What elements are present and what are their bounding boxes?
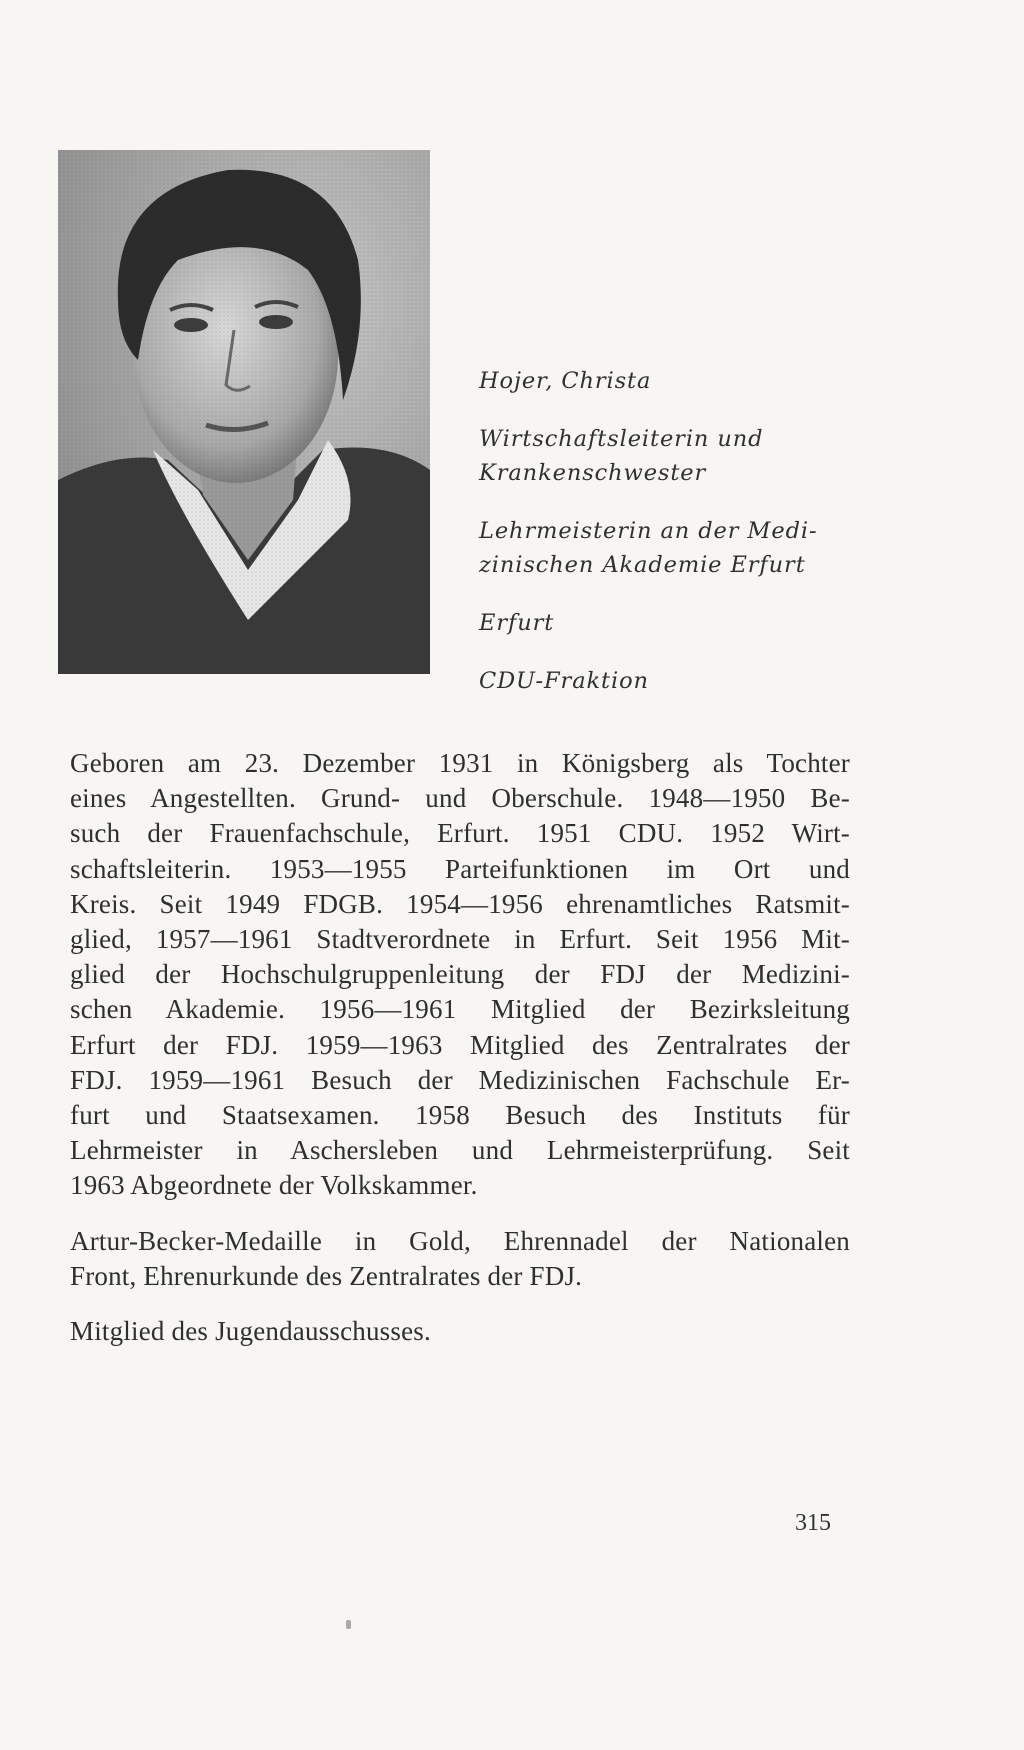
- bio-line: Geboren am 23. Dezember 1931 in Königsberg als Tochter: [70, 748, 850, 778]
- biography-caption: [479, 364, 919, 698]
- profession-line-2: Krankenschwester: [479, 460, 707, 486]
- bio-line: Mitglied des Jugendausschusses.: [70, 1316, 431, 1347]
- biography-paragraph-2: [70, 1224, 850, 1294]
- bio-line: FDJ. 1959—1961 Besuch der Medizinischen Fachschule Er-: [70, 1064, 850, 1095]
- bio-line: Artur-Becker-Medaille in Gold, Ehrennadel der Nationalen: [70, 1225, 850, 1256]
- faction: CDU-Fraktion: [479, 668, 649, 694]
- biography-paragraph-3: [70, 1314, 850, 1349]
- page-number: 315: [795, 1510, 831, 1536]
- biography-text: [70, 746, 850, 1349]
- bio-line: glied der Hochschulgruppenleitung der FDJ der Medizini-: [70, 959, 850, 990]
- bio-line: Lehrmeister in Aschersleben und Lehrmeisterprüfung. Seit: [70, 1135, 850, 1166]
- position-line-2: zinischen Akademie Erfurt: [479, 552, 806, 578]
- person-name: Hojer, Christa: [479, 368, 652, 394]
- bio-line: eines Angestellten. Grund- und Oberschule. 1948—1950 Be-: [70, 783, 850, 814]
- print-speck: [346, 1620, 351, 1629]
- profession-line-1: Wirtschaftsleiterin und: [479, 426, 764, 452]
- portrait-photo: [58, 150, 430, 674]
- bio-line: such der Frauenfachschule, Erfurt. 1951 CDU. 1952 Wirt-: [70, 818, 850, 849]
- bio-line: Erfurt der FDJ. 1959—1963 Mitglied des Zentralrates der: [70, 1029, 850, 1060]
- bio-line: schaftsleiterin. 1953—1955 Parteifunktionen im Ort und: [70, 853, 850, 884]
- city: Erfurt: [479, 610, 555, 636]
- bio-line: 1963 Abgeordnete der Volkskammer.: [70, 1170, 478, 1201]
- portrait-photo-icon: [58, 150, 430, 674]
- bio-line: schen Akademie. 1956—1961 Mitglied der Bezirksleitung: [70, 994, 850, 1025]
- bio-line: furt und Staatsexamen. 1958 Besuch des Instituts für: [70, 1100, 850, 1131]
- bio-line: Kreis. Seit 1949 FDGB. 1954—1956 ehrenamtliches Ratsmit-: [70, 888, 850, 919]
- bio-line: Front, Ehrenurkunde des Zentralrates der FDJ.: [70, 1260, 583, 1291]
- position-line-1: Lehrmeisterin an der Medi-: [479, 518, 818, 544]
- bio-line: glied, 1957—1961 Stadtverordnete in Erfurt. Seit 1956 Mit-: [70, 924, 850, 955]
- biography-paragraph-1: [70, 746, 850, 1204]
